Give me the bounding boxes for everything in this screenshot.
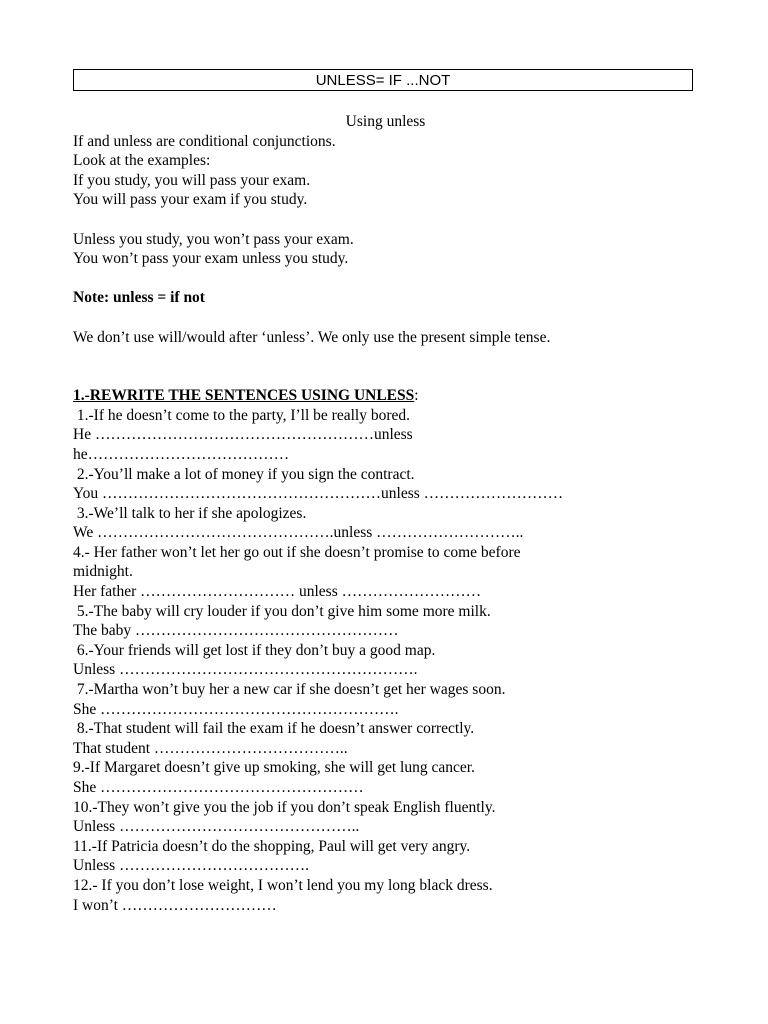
exercise-line: Her father ………………………… unless ……………………… bbox=[73, 583, 482, 601]
exercise-line: That student ……………………………….. bbox=[73, 739, 348, 757]
exercise-line: She …………………………………………………. bbox=[73, 700, 399, 718]
exercise-line: You ………………………………………………unless ……………………… bbox=[73, 485, 564, 503]
page-title: UNLESS= IF ...NOT bbox=[73, 69, 693, 91]
exercise-line: 2.-You’ll make a lot of money if you sign the contract. bbox=[73, 465, 415, 483]
exercise-line: Unless ……………………………………….. bbox=[73, 818, 360, 836]
rule-text: We don’t use will/would after ‘unless’. We only use the present simple tense. bbox=[73, 328, 551, 346]
subtitle: Using unless bbox=[345, 113, 426, 130]
exercise-line: 1.-If he doesn’t come to the party, I’ll be really bored. bbox=[73, 406, 411, 424]
exercise-line: We ……………………………………….unless ……………………….. bbox=[73, 524, 524, 542]
exercise-line: 12.- If you don’t lose weight, I won’t lend you my long black dress. bbox=[73, 876, 493, 894]
intro-line: If and unless are conditional conjunctions. bbox=[73, 132, 336, 150]
exercise-line: 4.- Her father won’t let her go out if she doesn’t promise to come before bbox=[73, 543, 521, 561]
exercise-line: I won’t ………………………… bbox=[73, 896, 277, 914]
exercise-heading-colon: : bbox=[414, 387, 419, 405]
intro-line: Look at the examples: bbox=[73, 152, 211, 170]
exercise-line: 11.-If Patricia doesn’t do the shopping, Paul will get very angry. bbox=[73, 837, 471, 855]
exercise-lines bbox=[73, 406, 698, 915]
exercise-line: 9.-If Margaret doesn’t give up smoking, she will get lung cancer. bbox=[73, 759, 475, 777]
content-body bbox=[73, 112, 698, 915]
exercise-line: Unless ………………………………. bbox=[73, 857, 309, 875]
intro-line: If you study, you will pass your exam. bbox=[73, 171, 311, 189]
exercise-line: The baby …………………………………………… bbox=[73, 622, 399, 640]
spacer bbox=[73, 308, 698, 328]
exercise-line: 7.-Martha won’t buy her a new car if she doesn’t get her wages soon. bbox=[73, 681, 506, 699]
intro-line: You will pass your exam if you study. bbox=[73, 191, 308, 209]
exercise-line: He ………………………………………………unless bbox=[73, 426, 413, 444]
exercise-line: 10.-They won’t give you the job if you don’t speak English fluently. bbox=[73, 798, 496, 816]
exercise-line: 6.-Your friends will get lost if they don’t buy a good map. bbox=[73, 641, 436, 659]
exercise-line: She …………………………………………… bbox=[73, 779, 364, 796]
spacer bbox=[73, 347, 698, 386]
exercise-line: 3.-We’ll talk to her if she apologizes. bbox=[73, 504, 307, 522]
exercise-line: 8.-That student will fail the exam if he doesn’t answer correctly. bbox=[73, 720, 475, 738]
exercise-line: Unless …………………………………………………. bbox=[73, 661, 418, 679]
spacer bbox=[73, 210, 698, 230]
exercise-heading-text: 1.-REWRITE THE SENTENCES USING UNLESS bbox=[73, 387, 415, 405]
example-line: You won’t pass your exam unless you study. bbox=[73, 250, 349, 268]
example-line: Unless you study, you won’t pass your exam. bbox=[73, 230, 354, 248]
exercise-line: 5.-The baby will cry louder if you don’t give him some more milk. bbox=[73, 602, 491, 620]
spacer bbox=[73, 269, 698, 289]
note: Note: unless = if not bbox=[73, 289, 205, 307]
exercise-line: midnight. bbox=[73, 563, 133, 581]
exercise-line: he………………………………… bbox=[73, 445, 290, 463]
exercise-heading bbox=[73, 386, 698, 406]
